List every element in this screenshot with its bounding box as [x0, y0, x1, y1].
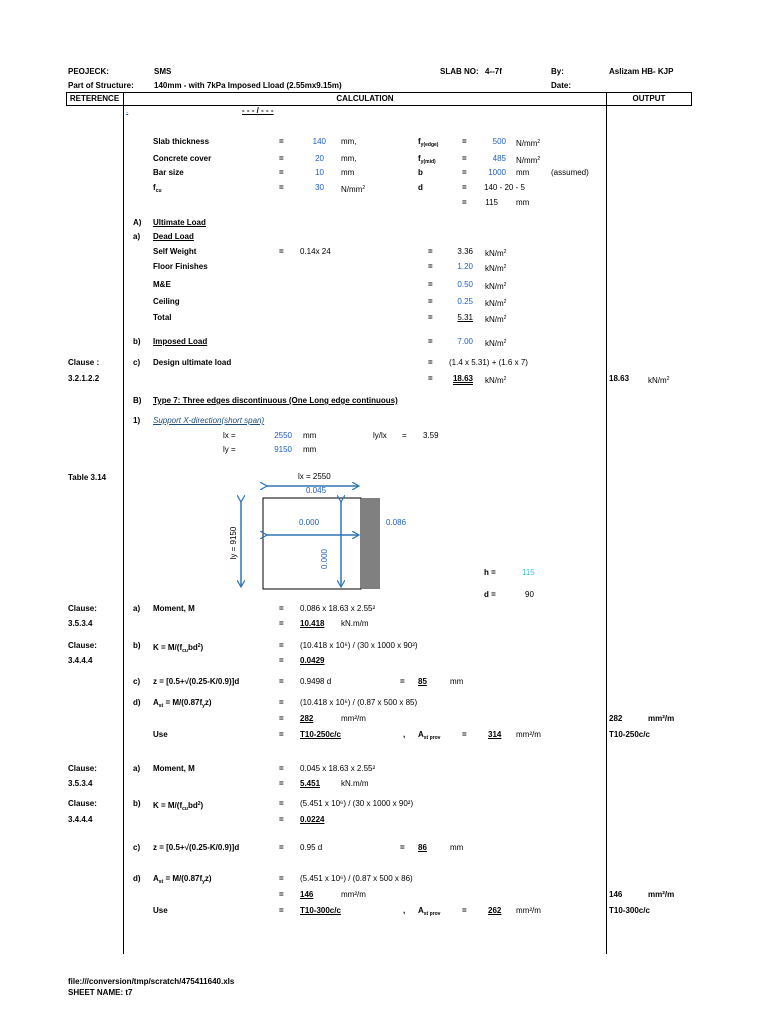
total-label: Total	[153, 313, 172, 322]
as-prov-unit: mm²/m	[516, 906, 541, 915]
z-expr: 0.95 d	[300, 843, 323, 852]
moment-value: 5.451	[300, 779, 321, 788]
section-A-label: A)	[133, 218, 142, 227]
as-expr: (5.451 x 10⁶) / (0.87 x 500 x 86)	[300, 874, 413, 883]
me-value: 0.50	[457, 280, 473, 289]
b-unit: mm	[516, 168, 530, 177]
step-b-label: b)	[133, 641, 141, 650]
section-B-label: B)	[133, 396, 142, 405]
equals: =	[279, 799, 284, 808]
moment-label: Moment, M	[153, 604, 195, 613]
clause-number: 3.2.1.2.2	[68, 374, 100, 383]
diagram-top-coefficient: 0.045	[306, 486, 327, 495]
equals: =	[462, 183, 467, 192]
k-formula: $K = M/(f_{cu}bd^2)$	[153, 801, 204, 812]
self-weight-expr: 0.14x 24	[300, 247, 331, 256]
file-path: file:///conversion/tmp/scratch/475411640.xls	[68, 977, 235, 986]
equals: =	[279, 619, 284, 628]
equals: =	[428, 247, 433, 256]
type-title: Type 7: Three edges discontinuous (One Long edge continuous)	[153, 396, 398, 405]
equals: =	[400, 843, 405, 852]
use-label: Use	[153, 730, 168, 739]
equals: =	[428, 262, 433, 271]
z-unit: mm	[450, 843, 464, 852]
z-formula: z = [0.5+√(0.25-K/0.9)]d	[153, 843, 240, 852]
d-value: 115	[485, 198, 498, 207]
equals: =	[279, 168, 284, 177]
equals: =	[428, 280, 433, 289]
equals: =	[428, 297, 433, 306]
moment-unit: kN.m/m	[341, 619, 369, 628]
fy-edge-unit: $N/mm^2$	[516, 139, 541, 148]
equals: =	[462, 198, 467, 207]
bar-selection: T10-300c/c	[300, 906, 341, 915]
equals: =	[400, 677, 405, 686]
slab-thickness-unit: mm,	[341, 137, 357, 146]
equals: =	[428, 313, 433, 322]
equals: =	[462, 730, 467, 739]
k-value: 0.0429	[300, 656, 325, 665]
use-label: Use	[153, 906, 168, 915]
equals: =	[279, 890, 284, 899]
clause-number: 3.4.4.4	[68, 815, 93, 824]
ly-unit: mm	[303, 445, 317, 454]
moment-value: 10.418	[300, 619, 325, 628]
equals: =	[279, 137, 284, 146]
ly-value: 9150	[274, 445, 292, 454]
k-expr: (5.451 x 10⁶) / (30 x 1000 x 90²)	[300, 799, 414, 808]
diagram-right-coefficient: 0.086	[386, 518, 407, 527]
lx-label: lx =	[223, 431, 236, 440]
clause-label: Clause:	[68, 764, 97, 773]
finishes-value: 1.20	[457, 262, 473, 271]
equals: =	[279, 677, 284, 686]
as-formula: $A_{st} = M/(0.87f_yz)$	[153, 874, 212, 885]
design-load-expr: (1.4 x 5.31) + (1.6 x 7)	[449, 358, 528, 367]
h-label: h =	[484, 568, 496, 577]
equals: =	[279, 730, 284, 739]
output-as-value: 146	[609, 890, 623, 899]
calculation-header: CALCULATION	[336, 94, 394, 103]
moment-unit: kN.m/m	[341, 779, 369, 788]
table-reference: Table 3.14	[68, 473, 107, 482]
project-value: SMS	[154, 67, 172, 76]
step-d-label: d)	[133, 874, 141, 883]
slab-label: SLAB NO:	[440, 67, 479, 76]
equals: =	[462, 168, 467, 177]
fcu-value: 30	[315, 183, 324, 192]
kn-unit: $kN/m^2$	[485, 264, 507, 273]
ceiling-value: 0.25	[457, 297, 473, 306]
k-formula: $K = M/(f_{cu}bd^2)$	[153, 643, 204, 654]
k-value: 0.0224	[300, 815, 325, 824]
k-expr: (10.418 x 10⁶) / (30 x 1000 x 90²)	[300, 641, 418, 650]
d-unit: mm	[516, 198, 530, 207]
clause-number: 3.4.4.4	[68, 656, 93, 665]
output-bar-selection: T10-300c/c	[609, 906, 650, 915]
bar-size-value: 10	[315, 168, 324, 177]
equals: =	[402, 431, 407, 440]
bar-size-label: Bar size	[153, 168, 184, 177]
part-label: Part of Structure:	[68, 81, 134, 90]
table-header-border	[66, 105, 692, 106]
cover-label: Concrete cover	[153, 154, 212, 163]
as-prov-value: 262	[488, 906, 502, 915]
b-label: b	[418, 168, 423, 177]
b-value: 1000	[488, 168, 506, 177]
as-value: 146	[300, 890, 314, 899]
as-prov-value: 314	[488, 730, 502, 739]
as-formula: $A_{st} = M/(0.87f_yz)$	[153, 698, 212, 709]
sub-b-label: b)	[133, 337, 141, 346]
equals: =	[462, 137, 467, 146]
clause-number: 3.5.3.4	[68, 779, 93, 788]
b-note: (assumed)	[551, 168, 589, 177]
cover-value: 20	[315, 154, 324, 163]
d-label: d	[418, 183, 423, 192]
ratio-value: 3.59	[423, 431, 439, 440]
equals: =	[279, 698, 284, 707]
output-load-unit: $kN/m^2$	[648, 376, 670, 385]
step-1-label: 1)	[133, 416, 141, 425]
clause-label: Clause :	[68, 358, 100, 367]
clause-label: Clause:	[68, 799, 97, 808]
equals: =	[462, 906, 467, 915]
clause-label: Clause:	[68, 604, 97, 613]
z-value: 85	[418, 677, 427, 686]
support-x-title: Support X-direction(short span)	[153, 416, 265, 425]
output-as-unit: mm²/m	[648, 890, 675, 899]
moment-expr: 0.045 x 18.63 x 2.55²	[300, 764, 376, 773]
as-prov-unit: mm²/m	[516, 730, 541, 739]
fcu-unit: $N/mm^2$	[341, 185, 366, 194]
moment-label: Moment, M	[153, 764, 195, 773]
table-top-border	[66, 92, 692, 93]
z-value: 86	[418, 843, 427, 852]
kn-unit: $kN/m^2$	[485, 376, 507, 385]
equals: =	[462, 154, 467, 163]
imposed-load-title: Imposed Load	[153, 337, 208, 346]
equals: =	[428, 358, 433, 367]
diagram-lx-label: lx = 2550	[298, 472, 331, 481]
fcu-label: $f_{cu}$	[153, 183, 162, 194]
slab-outline	[263, 498, 361, 589]
imposed-value: 7.00	[457, 337, 473, 346]
ly-label: ly =	[223, 445, 236, 454]
dead-load-title: Dead Load	[153, 232, 194, 241]
ultimate-load-title: Ultimate Load	[153, 218, 206, 227]
as-prov-label: $A_{st prov}$	[418, 730, 441, 741]
fy-edge-value: 500	[492, 137, 506, 146]
z-unit: mm	[450, 677, 464, 686]
step-b-label: b)	[133, 799, 141, 808]
clause-number: 3.5.3.4	[68, 619, 93, 628]
design-load-value: 18.63	[452, 374, 473, 383]
output-as-value: 282	[609, 714, 623, 723]
self-weight-value: 3.36	[457, 247, 473, 256]
equals: =	[279, 906, 284, 915]
me-label: M&E	[153, 280, 171, 289]
as-expr: (10.418 x 10⁶) / (0.87 x 500 x 85)	[300, 698, 418, 707]
diagram-mid-coefficient: 0.000	[299, 518, 320, 527]
bar-selection: T10-250c/c	[300, 730, 341, 739]
equals: =	[279, 656, 284, 665]
design-load-label: Design ultimate load	[153, 358, 232, 367]
step-a-label: a)	[133, 604, 141, 613]
kn-unit: $kN/m^2$	[485, 339, 507, 348]
equals: =	[279, 815, 284, 824]
z-expr: 0.9498 d	[300, 677, 332, 686]
sheet-name: SHEET NAME: t7	[68, 988, 133, 997]
fy-mid-unit: $N/mm^2$	[516, 156, 541, 165]
output-as-unit: mm²/m	[648, 714, 675, 723]
d-expression: 140 - 20 - 5	[484, 183, 525, 192]
equals: =	[279, 183, 284, 192]
dash-line: - - - / - - -	[242, 106, 274, 115]
equals: =	[428, 337, 433, 346]
kn-unit: $kN/m^2$	[485, 282, 507, 291]
equals: =	[279, 154, 284, 163]
table-right-border	[691, 92, 692, 106]
equals: =	[279, 874, 284, 883]
ceiling-label: Ceiling	[153, 297, 180, 306]
top-marker: .	[126, 106, 129, 115]
equals: =	[279, 714, 284, 723]
finishes-label: Floor Finishes	[153, 262, 208, 271]
diagram-d-label: d =	[484, 590, 496, 599]
slab-value: 4--7f	[485, 67, 502, 76]
z-formula: z = [0.5+√(0.25-K/0.9)]d	[153, 677, 240, 686]
kn-unit: $kN/m^2$	[485, 315, 507, 324]
equals: =	[279, 641, 284, 650]
fy-mid-value: 485	[492, 154, 506, 163]
bar-size-unit: mm	[341, 168, 355, 177]
by-label: By:	[551, 67, 564, 76]
date-label: Date:	[551, 81, 572, 90]
step-c-label: c)	[133, 677, 141, 686]
comma: ,	[403, 906, 406, 915]
diagram-vertical-coefficient: 0.000	[320, 548, 329, 570]
step-a-label: a)	[133, 764, 141, 773]
project-label: PEOJECK:	[68, 67, 109, 76]
lx-unit: mm	[303, 431, 317, 440]
fy-mid-label: $f_{y(mid)}$	[418, 154, 436, 165]
sub-c-label: c)	[133, 358, 141, 367]
output-bar-selection: T10-250c/c	[609, 730, 650, 739]
comma: ,	[403, 730, 406, 739]
kn-unit: $kN/m^2$	[485, 299, 507, 308]
as-prov-label: $A_{st prov}$	[418, 906, 441, 917]
equals: =	[428, 374, 433, 383]
as-value: 282	[300, 714, 314, 723]
by-value: Aslizam HB- KJP	[609, 67, 674, 76]
diagram-ly-label: ly = 9150	[229, 526, 238, 560]
step-c-label: c)	[133, 843, 141, 852]
lx-value: 2550	[274, 431, 292, 440]
self-weight-label: Self Weight	[153, 247, 197, 256]
reference-column-divider	[123, 92, 124, 954]
ratio-label: ly/lx	[373, 431, 387, 440]
equals: =	[279, 604, 284, 613]
slab-thickness-value: 140	[312, 137, 326, 146]
h-value: 115	[522, 568, 535, 577]
as-unit: mm²/m	[341, 714, 366, 723]
moment-expr: 0.086 x 18.63 x 2.55²	[300, 604, 376, 613]
reference-header: RETERENCE	[69, 94, 120, 103]
total-value: 5.31	[457, 313, 473, 322]
diagram-d-value: 90	[525, 590, 534, 599]
kn-unit: $kN/m^2$	[485, 249, 507, 258]
fy-edge-label: $f_{y(edge)}$	[418, 137, 439, 148]
output-column-divider	[606, 92, 607, 954]
sub-a-label: a)	[133, 232, 141, 241]
equals: =	[279, 247, 284, 256]
clause-label: Clause:	[68, 641, 97, 650]
part-value: 140mm - with 7kPa Imposed Lload (2.55mx9.15m)	[154, 81, 342, 90]
step-d-label: d)	[133, 698, 141, 707]
equals: =	[279, 843, 284, 852]
continuous-edge	[361, 498, 380, 589]
as-unit: mm²/m	[341, 890, 366, 899]
slab-thickness-label: Slab thickness	[153, 137, 210, 146]
equals: =	[279, 779, 284, 788]
cover-unit: mm,	[341, 154, 357, 163]
output-load-value: 18.63	[609, 374, 630, 383]
equals: =	[279, 764, 284, 773]
output-header: OUTPUT	[632, 94, 666, 103]
